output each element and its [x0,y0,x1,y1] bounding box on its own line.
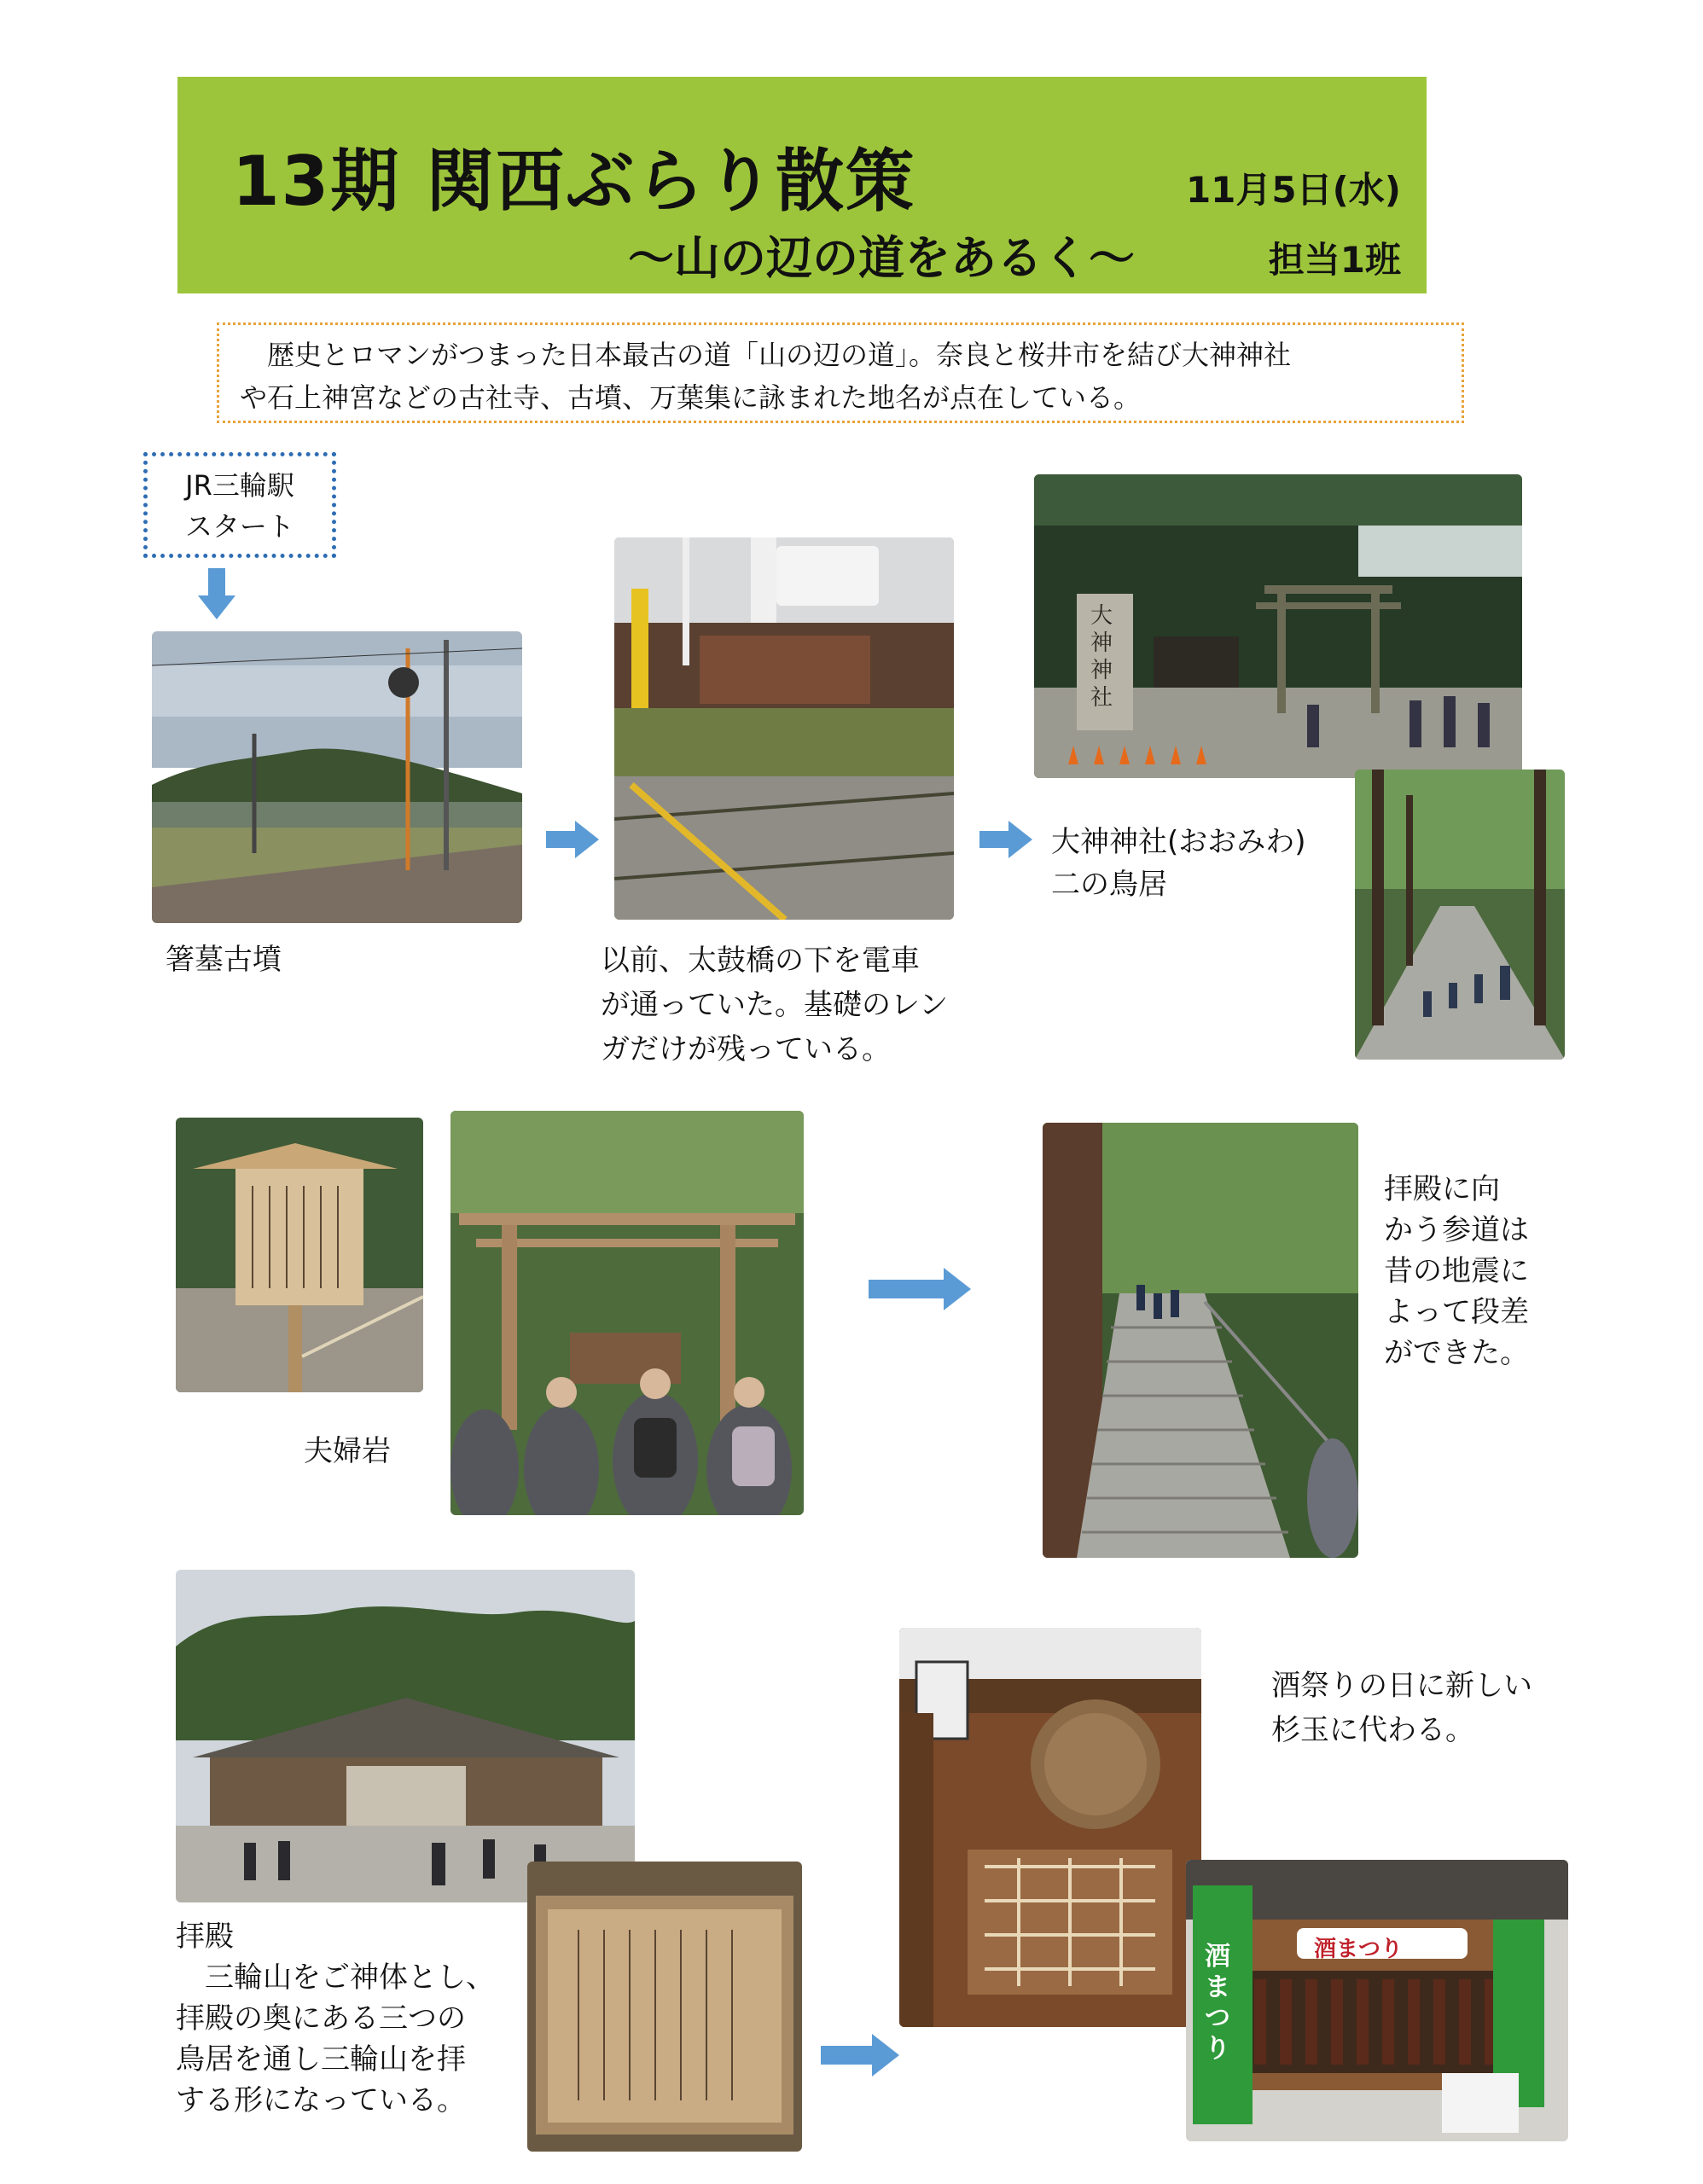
photo-stone-steps [1043,1123,1358,1558]
caption-haiden-line-2: 拝殿の奥にある三つの [176,2001,466,2036]
photo-bridge-remnant [614,537,954,920]
photo-sake-matsuri [1186,1860,1568,2141]
photo-info-board [527,1862,802,2152]
caption-bridge-line-3: ガだけが残っている。 [601,1032,891,1066]
start-station: JR三輪駅 [185,469,294,502]
caption-sando-line-4: よって段差 [1384,1295,1529,1329]
caption-haiden [176,1916,495,2121]
page-title: 13期 関西ぶらり散策 [232,142,916,221]
caption-sando-line-5: ができた。 [1384,1336,1529,1370]
photo-omiwa-entrance [1034,474,1522,778]
caption-haiden-line-3: 鳥居を通し三輪山を拝 [176,2042,466,2077]
sake-banner-text: 酒まつり [1205,1942,1230,2064]
caption-omiwa-line-2: 二の鳥居 [1051,868,1167,902]
caption-sando [1384,1169,1529,1374]
caption-sake [1271,1664,1532,1752]
caption-haiden-line-1: 三輪山をご神体とし、 [176,1960,495,1995]
stone-pillar-text: 大神神社 [1090,603,1113,711]
caption-omiwa-line-1: 大神神社(おおみわ) [1051,825,1306,859]
down-arrow-icon [198,568,235,621]
caption-sando-line-3: 昔の地震に [1384,1254,1529,1288]
intro-box [217,322,1464,423]
photo-ninotorii-path [1355,770,1565,1060]
title-banner [177,77,1427,293]
caption-haiden-line-4: する形になっている。 [176,2083,466,2117]
photo-hashihaka [152,631,522,923]
intro-line-1: 歴史とロマンがつまった日本最古の道「山の辺の道」。奈良と桜井市を結び大神神社 [240,339,1292,371]
caption-omiwa [1051,821,1306,906]
event-date: 11月5日(水) [1185,169,1401,211]
right-arrow-icon [821,2034,899,2077]
photo-meoto-torii-crowd [450,1111,804,1515]
caption-bridge [601,938,948,1072]
start-label: スタート [184,510,294,543]
caption-bridge-line-2: が通っていた。基礎のレン [601,988,949,1022]
caption-sake-line-2: 杉玉に代わる。 [1271,1713,1474,1747]
caption-hashihaka: 箸墓古墳 [166,943,282,977]
team-label: 担当1班 [1268,239,1401,281]
right-arrow-icon [869,1268,971,1310]
caption-sake-line-1: 酒祭りの日に新しい [1271,1669,1532,1703]
photo-meoto-sign [176,1118,423,1392]
caption-meoto: 夫婦岩 [304,1434,391,1468]
sake-sign-text: 酒まつり [1314,1937,1404,1962]
photo-haiden [176,1570,635,1902]
caption-sando-line-1: 拝殿に向 [1384,1172,1500,1206]
photo-sugidama [899,1628,1201,2027]
intro-line-2: や石上神宮などの古社寺、古墳、万葉集に詠まれた地名が点在している。 [240,381,1142,414]
start-box [143,452,336,558]
caption-bridge-line-1: 以前、太鼓橋の下を電車 [601,944,920,978]
caption-haiden-title: 拝殿 [176,1920,234,1954]
caption-sando-line-2: かう参道は [1384,1213,1529,1247]
right-arrow-icon [979,821,1032,858]
page-subtitle: 〜山の辺の道をあるく〜 [628,231,1135,285]
right-arrow-icon [546,821,599,858]
